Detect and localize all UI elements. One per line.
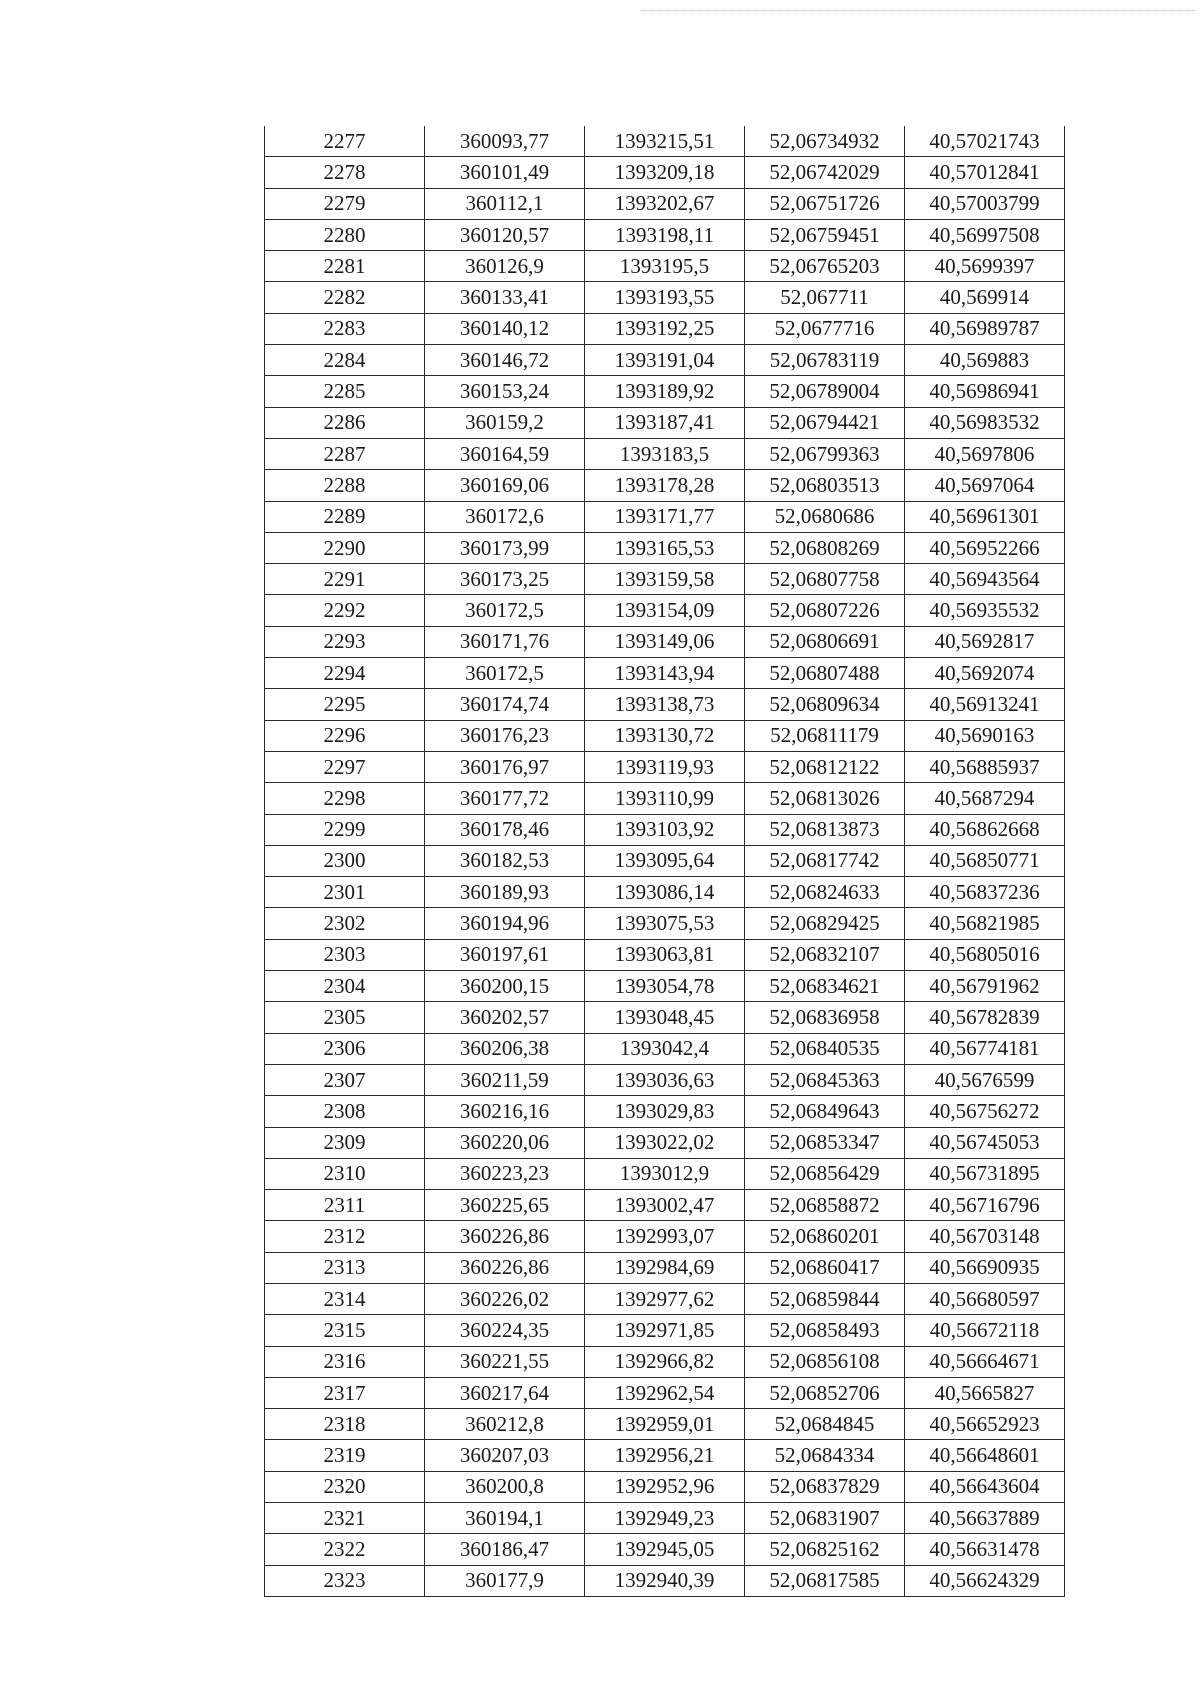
- longitude-cell: 40,56690935: [905, 1252, 1065, 1283]
- point-number-cell: 2294: [265, 658, 425, 689]
- point-number-cell: 2291: [265, 564, 425, 595]
- x-coordinate-cell: 360153,24: [425, 376, 585, 407]
- scan-edge-artifact: [640, 10, 1195, 11]
- longitude-cell: 40,5699397: [905, 251, 1065, 282]
- latitude-cell: 52,06812122: [745, 751, 905, 782]
- y-coordinate-cell: 1392993,07: [585, 1221, 745, 1252]
- table-row: [265, 595, 1065, 626]
- longitude-cell: 40,56935532: [905, 595, 1065, 626]
- x-coordinate-cell: 360212,8: [425, 1409, 585, 1440]
- latitude-cell: 52,06765203: [745, 251, 905, 282]
- table-row: [265, 939, 1065, 970]
- y-coordinate-cell: 1393110,99: [585, 783, 745, 814]
- x-coordinate-cell: 360146,72: [425, 345, 585, 376]
- point-number-cell: 2319: [265, 1440, 425, 1471]
- longitude-cell: 40,5697806: [905, 438, 1065, 469]
- latitude-cell: 52,06860417: [745, 1252, 905, 1283]
- point-number-cell: 2284: [265, 345, 425, 376]
- y-coordinate-cell: 1393095,64: [585, 845, 745, 876]
- table-row: [265, 470, 1065, 501]
- y-coordinate-cell: 1392966,82: [585, 1346, 745, 1377]
- table-row: [265, 720, 1065, 751]
- y-coordinate-cell: 1393154,09: [585, 595, 745, 626]
- longitude-cell: 40,56637889: [905, 1503, 1065, 1534]
- x-coordinate-cell: 360172,5: [425, 658, 585, 689]
- table-row: [265, 1221, 1065, 1252]
- table-row: [265, 1190, 1065, 1221]
- point-number-cell: 2280: [265, 219, 425, 250]
- table-row: [265, 564, 1065, 595]
- x-coordinate-cell: 360112,1: [425, 188, 585, 219]
- x-coordinate-cell: 360225,65: [425, 1190, 585, 1221]
- latitude-cell: 52,06858493: [745, 1315, 905, 1346]
- x-coordinate-cell: 360171,76: [425, 626, 585, 657]
- y-coordinate-cell: 1392984,69: [585, 1252, 745, 1283]
- x-coordinate-cell: 360169,06: [425, 470, 585, 501]
- table-row: [265, 1033, 1065, 1064]
- table-row: [265, 438, 1065, 469]
- table-row: [265, 501, 1065, 532]
- x-coordinate-cell: 360217,64: [425, 1377, 585, 1408]
- latitude-cell: 52,06856429: [745, 1158, 905, 1189]
- y-coordinate-cell: 1393191,04: [585, 345, 745, 376]
- x-coordinate-cell: 360226,86: [425, 1221, 585, 1252]
- coordinates-table: [264, 126, 1065, 1597]
- table-row: [265, 814, 1065, 845]
- x-coordinate-cell: 360172,6: [425, 501, 585, 532]
- latitude-cell: 52,06858872: [745, 1190, 905, 1221]
- table-row: [265, 1002, 1065, 1033]
- point-number-cell: 2308: [265, 1096, 425, 1127]
- y-coordinate-cell: 1393178,28: [585, 470, 745, 501]
- longitude-cell: 40,56631478: [905, 1534, 1065, 1565]
- x-coordinate-cell: 360176,23: [425, 720, 585, 751]
- table-row: [265, 1534, 1065, 1565]
- table-row: [265, 908, 1065, 939]
- point-number-cell: 2296: [265, 720, 425, 751]
- point-number-cell: 2315: [265, 1315, 425, 1346]
- y-coordinate-cell: 1392956,21: [585, 1440, 745, 1471]
- longitude-cell: 40,5676599: [905, 1064, 1065, 1095]
- point-number-cell: 2285: [265, 376, 425, 407]
- longitude-cell: 40,569883: [905, 345, 1065, 376]
- point-number-cell: 2306: [265, 1033, 425, 1064]
- longitude-cell: 40,569914: [905, 282, 1065, 313]
- latitude-cell: 52,06834621: [745, 971, 905, 1002]
- longitude-cell: 40,56648601: [905, 1440, 1065, 1471]
- latitude-cell: 52,06845363: [745, 1064, 905, 1095]
- x-coordinate-cell: 360176,97: [425, 751, 585, 782]
- longitude-cell: 40,56791962: [905, 971, 1065, 1002]
- y-coordinate-cell: 1393143,94: [585, 658, 745, 689]
- y-coordinate-cell: 1393149,06: [585, 626, 745, 657]
- point-number-cell: 2292: [265, 595, 425, 626]
- y-coordinate-cell: 1392940,39: [585, 1565, 745, 1596]
- point-number-cell: 2288: [265, 470, 425, 501]
- longitude-cell: 40,5692817: [905, 626, 1065, 657]
- y-coordinate-cell: 1392971,85: [585, 1315, 745, 1346]
- point-number-cell: 2314: [265, 1283, 425, 1314]
- x-coordinate-cell: 360178,46: [425, 814, 585, 845]
- table-row: [265, 1565, 1065, 1596]
- x-coordinate-cell: 360221,55: [425, 1346, 585, 1377]
- y-coordinate-cell: 1392962,54: [585, 1377, 745, 1408]
- latitude-cell: 52,06817585: [745, 1565, 905, 1596]
- longitude-cell: 40,5687294: [905, 783, 1065, 814]
- latitude-cell: 52,06817742: [745, 845, 905, 876]
- x-coordinate-cell: 360140,12: [425, 313, 585, 344]
- point-number-cell: 2323: [265, 1565, 425, 1596]
- table-row: [265, 877, 1065, 908]
- point-number-cell: 2293: [265, 626, 425, 657]
- latitude-cell: 52,06803513: [745, 470, 905, 501]
- latitude-cell: 52,067711: [745, 282, 905, 313]
- x-coordinate-cell: 360202,57: [425, 1002, 585, 1033]
- latitude-cell: 52,06808269: [745, 532, 905, 563]
- x-coordinate-cell: 360126,9: [425, 251, 585, 282]
- x-coordinate-cell: 360173,99: [425, 532, 585, 563]
- y-coordinate-cell: 1393029,83: [585, 1096, 745, 1127]
- x-coordinate-cell: 360173,25: [425, 564, 585, 595]
- longitude-cell: 40,56664671: [905, 1346, 1065, 1377]
- table-row: [265, 345, 1065, 376]
- longitude-cell: 40,56745053: [905, 1127, 1065, 1158]
- x-coordinate-cell: 360194,1: [425, 1503, 585, 1534]
- longitude-cell: 40,56731895: [905, 1158, 1065, 1189]
- x-coordinate-cell: 360186,47: [425, 1534, 585, 1565]
- x-coordinate-cell: 360220,06: [425, 1127, 585, 1158]
- longitude-cell: 40,56986941: [905, 376, 1065, 407]
- point-number-cell: 2304: [265, 971, 425, 1002]
- latitude-cell: 52,06794421: [745, 407, 905, 438]
- latitude-cell: 52,06806691: [745, 626, 905, 657]
- table-row: [265, 126, 1065, 157]
- latitude-cell: 52,06840535: [745, 1033, 905, 1064]
- point-number-cell: 2310: [265, 1158, 425, 1189]
- latitude-cell: 52,06856108: [745, 1346, 905, 1377]
- latitude-cell: 52,06759451: [745, 219, 905, 250]
- y-coordinate-cell: 1392959,01: [585, 1409, 745, 1440]
- point-number-cell: 2311: [265, 1190, 425, 1221]
- table-row: [265, 1252, 1065, 1283]
- point-number-cell: 2307: [265, 1064, 425, 1095]
- x-coordinate-cell: 360200,15: [425, 971, 585, 1002]
- table-row: [265, 282, 1065, 313]
- y-coordinate-cell: 1393002,47: [585, 1190, 745, 1221]
- point-number-cell: 2277: [265, 126, 425, 157]
- y-coordinate-cell: 1393189,92: [585, 376, 745, 407]
- y-coordinate-cell: 1393012,9: [585, 1158, 745, 1189]
- y-coordinate-cell: 1393165,53: [585, 532, 745, 563]
- table-row: [265, 1064, 1065, 1095]
- x-coordinate-cell: 360224,35: [425, 1315, 585, 1346]
- table-row: [265, 1315, 1065, 1346]
- y-coordinate-cell: 1393103,92: [585, 814, 745, 845]
- table-row: [265, 1471, 1065, 1502]
- longitude-cell: 40,57012841: [905, 157, 1065, 188]
- y-coordinate-cell: 1393042,4: [585, 1033, 745, 1064]
- point-number-cell: 2318: [265, 1409, 425, 1440]
- point-number-cell: 2301: [265, 877, 425, 908]
- y-coordinate-cell: 1392977,62: [585, 1283, 745, 1314]
- table-row: [265, 1127, 1065, 1158]
- table-row: [265, 783, 1065, 814]
- y-coordinate-cell: 1392945,05: [585, 1534, 745, 1565]
- latitude-cell: 52,06734932: [745, 126, 905, 157]
- table-row: [265, 1346, 1065, 1377]
- y-coordinate-cell: 1393048,45: [585, 1002, 745, 1033]
- y-coordinate-cell: 1393215,51: [585, 126, 745, 157]
- latitude-cell: 52,06829425: [745, 908, 905, 939]
- longitude-cell: 40,57003799: [905, 188, 1065, 219]
- latitude-cell: 52,06825162: [745, 1534, 905, 1565]
- table-row: [265, 1409, 1065, 1440]
- point-number-cell: 2295: [265, 689, 425, 720]
- x-coordinate-cell: 360164,59: [425, 438, 585, 469]
- table-row: [265, 532, 1065, 563]
- y-coordinate-cell: 1393138,73: [585, 689, 745, 720]
- longitude-cell: 40,56862668: [905, 814, 1065, 845]
- x-coordinate-cell: 360194,96: [425, 908, 585, 939]
- latitude-cell: 52,06831907: [745, 1503, 905, 1534]
- latitude-cell: 52,06789004: [745, 376, 905, 407]
- x-coordinate-cell: 360182,53: [425, 845, 585, 876]
- longitude-cell: 40,56680597: [905, 1283, 1065, 1314]
- table-row: [265, 1158, 1065, 1189]
- latitude-cell: 52,06807488: [745, 658, 905, 689]
- table-row: [265, 313, 1065, 344]
- table-row: [265, 971, 1065, 1002]
- table-row: [265, 188, 1065, 219]
- point-number-cell: 2279: [265, 188, 425, 219]
- table-row: [265, 1096, 1065, 1127]
- latitude-cell: 52,06824633: [745, 877, 905, 908]
- y-coordinate-cell: 1393063,81: [585, 939, 745, 970]
- longitude-cell: 40,56624329: [905, 1565, 1065, 1596]
- longitude-cell: 40,56703148: [905, 1221, 1065, 1252]
- table-row: [265, 1377, 1065, 1408]
- point-number-cell: 2287: [265, 438, 425, 469]
- point-number-cell: 2317: [265, 1377, 425, 1408]
- latitude-cell: 52,06852706: [745, 1377, 905, 1408]
- point-number-cell: 2303: [265, 939, 425, 970]
- point-number-cell: 2281: [265, 251, 425, 282]
- y-coordinate-cell: 1393195,5: [585, 251, 745, 282]
- longitude-cell: 40,56805016: [905, 939, 1065, 970]
- y-coordinate-cell: 1393119,93: [585, 751, 745, 782]
- table-row: [265, 407, 1065, 438]
- y-coordinate-cell: 1392952,96: [585, 1471, 745, 1502]
- longitude-cell: 40,56952266: [905, 532, 1065, 563]
- longitude-cell: 40,56821985: [905, 908, 1065, 939]
- x-coordinate-cell: 360200,8: [425, 1471, 585, 1502]
- table-row: [265, 157, 1065, 188]
- latitude-cell: 52,06807226: [745, 595, 905, 626]
- latitude-cell: 52,0684334: [745, 1440, 905, 1471]
- y-coordinate-cell: 1393171,77: [585, 501, 745, 532]
- longitude-cell: 40,56672118: [905, 1315, 1065, 1346]
- point-number-cell: 2278: [265, 157, 425, 188]
- x-coordinate-cell: 360226,02: [425, 1283, 585, 1314]
- x-coordinate-cell: 360206,38: [425, 1033, 585, 1064]
- table-row: [265, 626, 1065, 657]
- table-row: [265, 658, 1065, 689]
- longitude-cell: 40,5697064: [905, 470, 1065, 501]
- longitude-cell: 40,56983532: [905, 407, 1065, 438]
- y-coordinate-cell: 1393159,58: [585, 564, 745, 595]
- y-coordinate-cell: 1393075,53: [585, 908, 745, 939]
- latitude-cell: 52,06813026: [745, 783, 905, 814]
- longitude-cell: 40,57021743: [905, 126, 1065, 157]
- point-number-cell: 2282: [265, 282, 425, 313]
- x-coordinate-cell: 360223,23: [425, 1158, 585, 1189]
- y-coordinate-cell: 1393209,18: [585, 157, 745, 188]
- point-number-cell: 2298: [265, 783, 425, 814]
- latitude-cell: 52,06783119: [745, 345, 905, 376]
- x-coordinate-cell: 360101,49: [425, 157, 585, 188]
- x-coordinate-cell: 360216,16: [425, 1096, 585, 1127]
- point-number-cell: 2289: [265, 501, 425, 532]
- x-coordinate-cell: 360177,9: [425, 1565, 585, 1596]
- y-coordinate-cell: 1393193,55: [585, 282, 745, 313]
- table-row: [265, 376, 1065, 407]
- longitude-cell: 40,56782839: [905, 1002, 1065, 1033]
- table-row: [265, 1503, 1065, 1534]
- latitude-cell: 52,06853347: [745, 1127, 905, 1158]
- y-coordinate-cell: 1393192,25: [585, 313, 745, 344]
- y-coordinate-cell: 1393022,02: [585, 1127, 745, 1158]
- latitude-cell: 52,06799363: [745, 438, 905, 469]
- longitude-cell: 40,56989787: [905, 313, 1065, 344]
- x-coordinate-cell: 360211,59: [425, 1064, 585, 1095]
- latitude-cell: 52,06849643: [745, 1096, 905, 1127]
- x-coordinate-cell: 360093,77: [425, 126, 585, 157]
- point-number-cell: 2286: [265, 407, 425, 438]
- x-coordinate-cell: 360172,5: [425, 595, 585, 626]
- longitude-cell: 40,56913241: [905, 689, 1065, 720]
- latitude-cell: 52,06837829: [745, 1471, 905, 1502]
- latitude-cell: 52,0680686: [745, 501, 905, 532]
- y-coordinate-cell: 1393054,78: [585, 971, 745, 1002]
- point-number-cell: 2302: [265, 908, 425, 939]
- table-row: [265, 219, 1065, 250]
- table-row: [265, 1440, 1065, 1471]
- latitude-cell: 52,06813873: [745, 814, 905, 845]
- longitude-cell: 40,56997508: [905, 219, 1065, 250]
- x-coordinate-cell: 360120,57: [425, 219, 585, 250]
- latitude-cell: 52,06751726: [745, 188, 905, 219]
- point-number-cell: 2309: [265, 1127, 425, 1158]
- x-coordinate-cell: 360159,2: [425, 407, 585, 438]
- latitude-cell: 52,06742029: [745, 157, 905, 188]
- latitude-cell: 52,06860201: [745, 1221, 905, 1252]
- point-number-cell: 2321: [265, 1503, 425, 1534]
- longitude-cell: 40,56643604: [905, 1471, 1065, 1502]
- y-coordinate-cell: 1393183,5: [585, 438, 745, 469]
- point-number-cell: 2299: [265, 814, 425, 845]
- x-coordinate-cell: 360189,93: [425, 877, 585, 908]
- y-coordinate-cell: 1393198,11: [585, 219, 745, 250]
- latitude-cell: 52,06832107: [745, 939, 905, 970]
- longitude-cell: 40,5692074: [905, 658, 1065, 689]
- y-coordinate-cell: 1393202,67: [585, 188, 745, 219]
- longitude-cell: 40,56774181: [905, 1033, 1065, 1064]
- x-coordinate-cell: 360197,61: [425, 939, 585, 970]
- longitude-cell: 40,5665827: [905, 1377, 1065, 1408]
- latitude-cell: 52,0684845: [745, 1409, 905, 1440]
- longitude-cell: 40,56837236: [905, 877, 1065, 908]
- x-coordinate-cell: 360207,03: [425, 1440, 585, 1471]
- point-number-cell: 2320: [265, 1471, 425, 1502]
- point-number-cell: 2300: [265, 845, 425, 876]
- longitude-cell: 40,56716796: [905, 1190, 1065, 1221]
- longitude-cell: 40,56850771: [905, 845, 1065, 876]
- y-coordinate-cell: 1393086,14: [585, 877, 745, 908]
- y-coordinate-cell: 1393036,63: [585, 1064, 745, 1095]
- point-number-cell: 2322: [265, 1534, 425, 1565]
- point-number-cell: 2313: [265, 1252, 425, 1283]
- table-row: [265, 751, 1065, 782]
- longitude-cell: 40,56652923: [905, 1409, 1065, 1440]
- longitude-cell: 40,56961301: [905, 501, 1065, 532]
- latitude-cell: 52,06809634: [745, 689, 905, 720]
- latitude-cell: 52,06807758: [745, 564, 905, 595]
- point-number-cell: 2312: [265, 1221, 425, 1252]
- longitude-cell: 40,56885937: [905, 751, 1065, 782]
- y-coordinate-cell: 1393187,41: [585, 407, 745, 438]
- table-row: [265, 1283, 1065, 1314]
- longitude-cell: 40,5690163: [905, 720, 1065, 751]
- latitude-cell: 52,0677716: [745, 313, 905, 344]
- latitude-cell: 52,06859844: [745, 1283, 905, 1314]
- y-coordinate-cell: 1393130,72: [585, 720, 745, 751]
- table-row: [265, 689, 1065, 720]
- longitude-cell: 40,56943564: [905, 564, 1065, 595]
- x-coordinate-cell: 360226,86: [425, 1252, 585, 1283]
- table-row: [265, 251, 1065, 282]
- coordinates-table-body: [265, 126, 1065, 1596]
- x-coordinate-cell: 360177,72: [425, 783, 585, 814]
- latitude-cell: 52,06811179: [745, 720, 905, 751]
- point-number-cell: 2290: [265, 532, 425, 563]
- table-row: [265, 845, 1065, 876]
- x-coordinate-cell: 360133,41: [425, 282, 585, 313]
- point-number-cell: 2305: [265, 1002, 425, 1033]
- y-coordinate-cell: 1392949,23: [585, 1503, 745, 1534]
- latitude-cell: 52,06836958: [745, 1002, 905, 1033]
- x-coordinate-cell: 360174,74: [425, 689, 585, 720]
- point-number-cell: 2283: [265, 313, 425, 344]
- point-number-cell: 2297: [265, 751, 425, 782]
- longitude-cell: 40,56756272: [905, 1096, 1065, 1127]
- point-number-cell: 2316: [265, 1346, 425, 1377]
